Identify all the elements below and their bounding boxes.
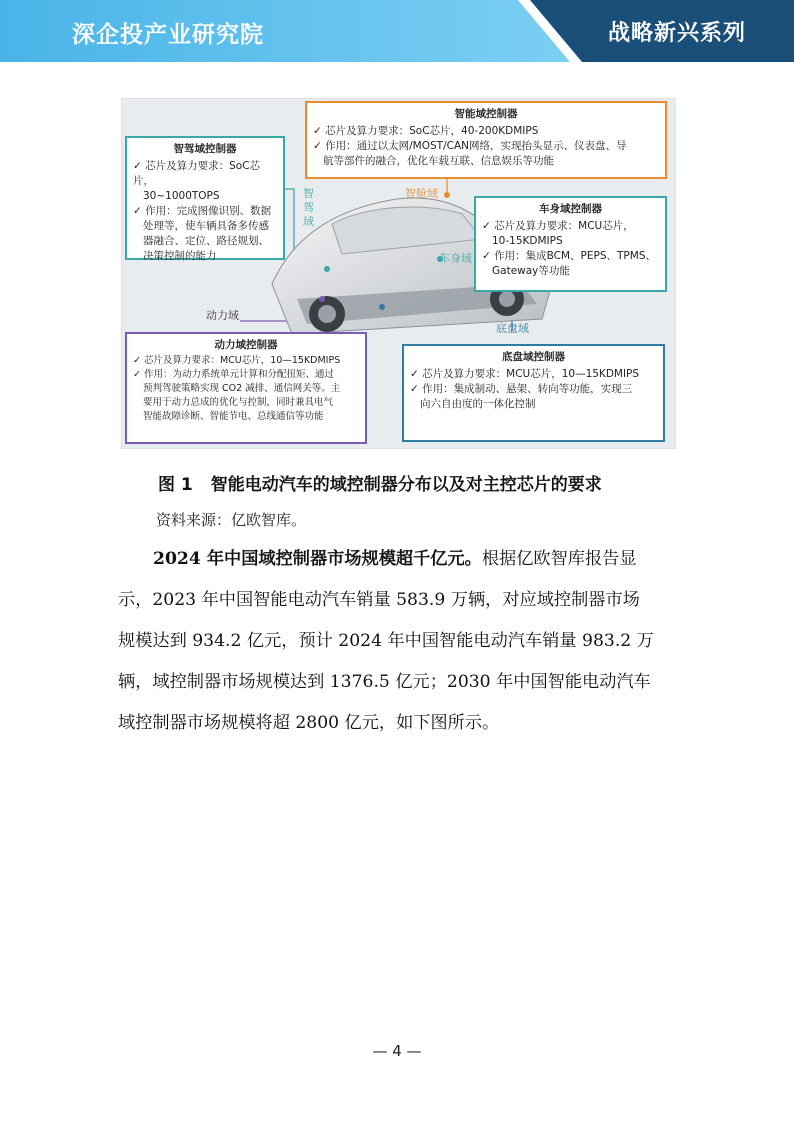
body-line: 10-15KDMIPS xyxy=(492,235,563,247)
connector-dot-power xyxy=(319,296,325,302)
chassis-title: 底盘域控制器 xyxy=(502,351,565,363)
cockpit-line: ✓ 芯片及算力要求：SoC芯片，40-200KDMIPS xyxy=(313,125,539,137)
power-controller-box xyxy=(125,332,367,444)
paragraph-lead: 2024 年中国域控制器市场规模超千亿元。 xyxy=(153,549,482,569)
smart-driving-line: 决策控制的能力 xyxy=(143,250,217,262)
power-line: ✓ 作用：为动力系统单元计算和分配扭矩、通过 xyxy=(133,369,334,380)
chassis-line: ✓ 作用：集成制动、悬架、转向等功能，实现三 xyxy=(410,383,633,395)
page-header xyxy=(0,0,794,62)
power-title: 动力域控制器 xyxy=(214,339,278,351)
cockpit-line: ✓ 作用：通过以太网/MOST/CAN网络，实现抬头显示、仪表盘、导 xyxy=(313,140,627,152)
connector-dot-chassis xyxy=(379,304,385,310)
figure-number: 图 1 xyxy=(158,475,193,495)
smart-driving-line: 处理等，使车辆具备多传感 xyxy=(143,220,269,232)
cockpit-domain-label: 智舱域 xyxy=(405,187,438,200)
smart-driving-controller-box xyxy=(125,136,285,260)
connector-dot-cockpit xyxy=(444,192,450,198)
body-controller-box xyxy=(474,196,667,292)
body-domain-label: 车身域 xyxy=(439,252,472,265)
cockpit-title: 智能域控制器 xyxy=(454,108,518,120)
smart-driving-line: 30~1000TOPS xyxy=(143,190,220,202)
figure-source: 资料来源：亿欧智库。 xyxy=(156,511,307,529)
power-line: ✓ 芯片及算力要求：MCU芯片，10—15KDMIPS xyxy=(133,355,341,366)
connector-dot-driving xyxy=(324,266,330,272)
body-paragraph xyxy=(118,539,683,744)
paragraph-text: 根据亿欧智库报告显 xyxy=(481,549,637,569)
smart-driving-line: ✓ 作用：完成图像识别、数据 xyxy=(133,205,272,217)
header-series-title: 战略新兴系列 xyxy=(608,21,747,46)
body-title: 车身域控制器 xyxy=(539,203,602,215)
paragraph-line: 示，2023 年中国智能电动汽车销量 583.9 万辆，对应域控制器市场 xyxy=(118,590,640,610)
smart-driving-line: ✓ 芯片及算力要求：SoC芯片， xyxy=(133,160,261,187)
power-line: 要用于动力总成的优化与控制，同时兼具电气 xyxy=(143,397,334,408)
page-number: — 4 — xyxy=(372,1042,422,1060)
header-institute-title: 深企投产业研究院 xyxy=(72,22,264,48)
domain-controller-figure xyxy=(121,98,676,449)
cockpit-controller-box xyxy=(305,101,667,179)
smart-driving-title: 智驾域控制器 xyxy=(173,143,237,155)
figure-caption-text: 智能电动汽车的域控制器分布以及对主控芯片的要求 xyxy=(210,475,602,495)
paragraph-line: 规模达到 934.2 亿元，预计 2024 年中国智能电动汽车销量 983.2 万 xyxy=(118,631,654,651)
chassis-line: ✓ 芯片及算力要求：MCU芯片，10—15KDMIPS xyxy=(410,368,640,380)
paragraph-line: 辆，域控制器市场规模达到 1376.5 亿元；2030 年中国智能电动汽车 xyxy=(118,672,651,692)
figure-caption xyxy=(158,470,602,495)
body-line: ✓ 作用：集成BCM、PEPS、TPMS、 xyxy=(482,250,656,262)
body-line: Gateway等功能 xyxy=(492,265,570,277)
power-line: 预判驾驶策略实现 CO2 减排、通信网关等。主 xyxy=(143,383,341,394)
cockpit-line: 航等部件的融合，优化车载互联、信息娱乐等功能 xyxy=(323,155,554,167)
smart-driving-line: 器融合、定位、路径规划、 xyxy=(143,235,269,247)
smart-driving-domain-label: 智驾域 xyxy=(303,187,314,228)
body-line: ✓ 芯片及算力要求：MCU芯片， xyxy=(482,220,634,232)
power-line: 智能故障诊断、智能节电、总线通信等功能 xyxy=(143,411,324,422)
chassis-line: 向六自由度的一体化控制 xyxy=(420,398,536,410)
power-domain-label: 动力域 xyxy=(206,309,239,322)
chassis-domain-label: 底盘域 xyxy=(496,322,529,335)
paragraph-line: 域控制器市场规模将超 2800 亿元，如下图所示。 xyxy=(118,713,500,733)
chassis-controller-box xyxy=(402,344,665,442)
